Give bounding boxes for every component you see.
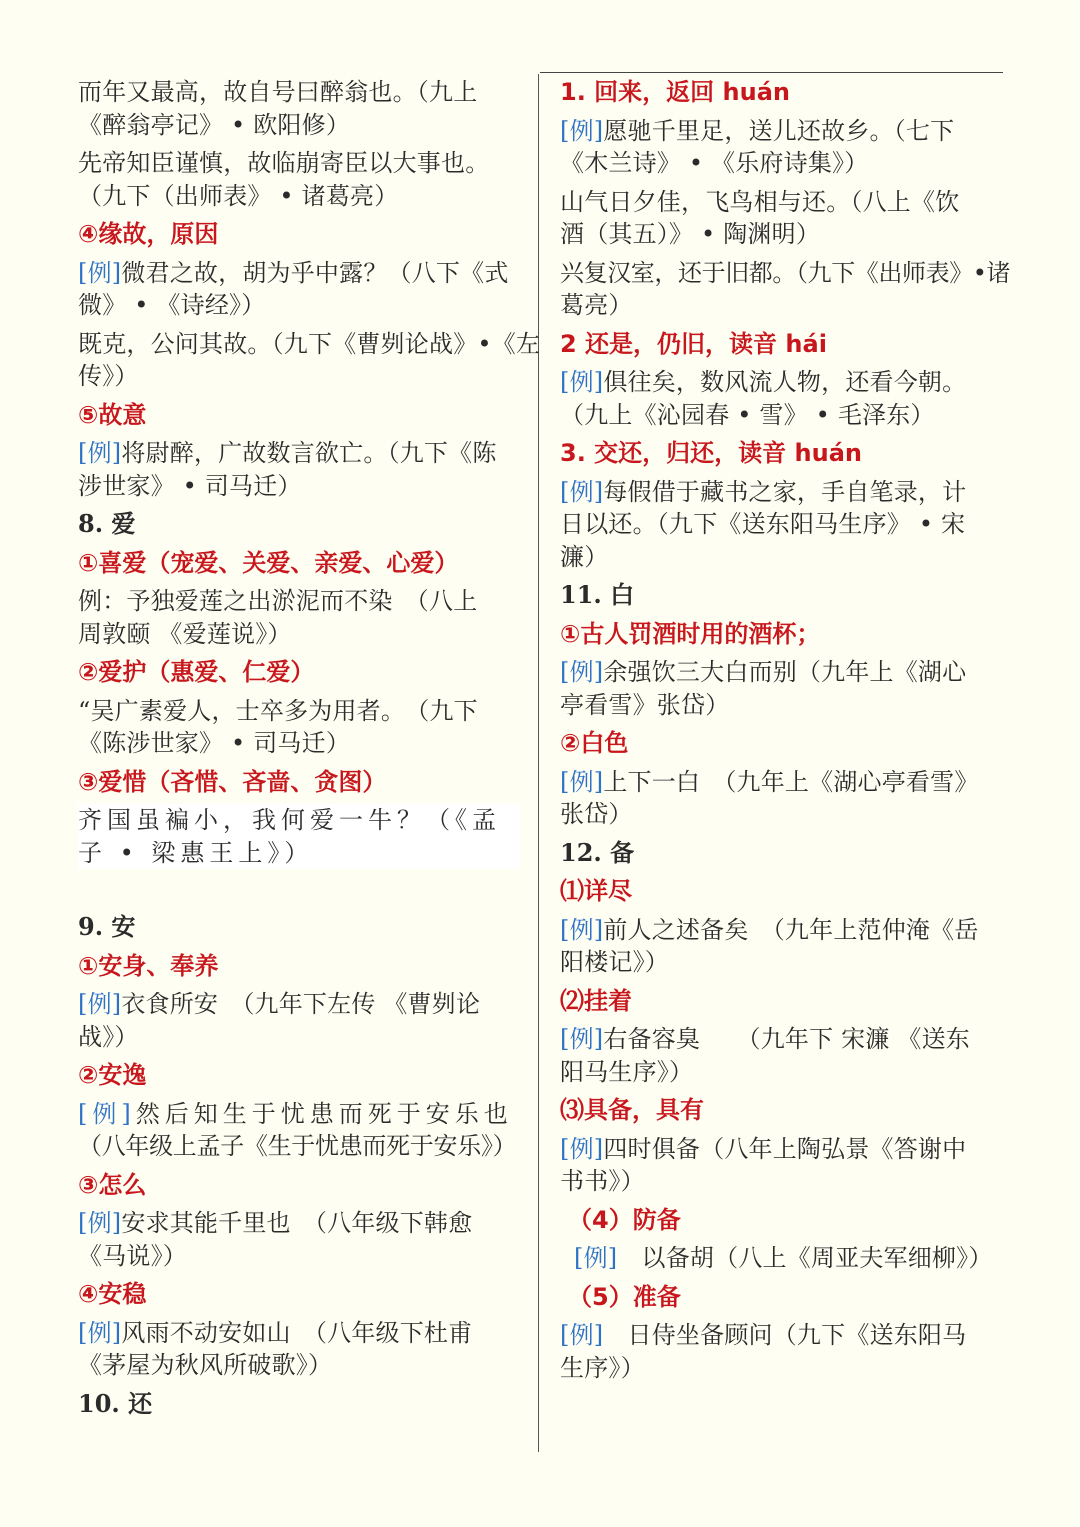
example-entry (78, 804, 520, 869)
sense-heading: ⑶具备，具有 (560, 1096, 704, 1124)
example-tag: [例] (560, 658, 604, 686)
sense-heading: ⑤故意 (78, 400, 147, 429)
example-source: 传》） (78, 362, 139, 390)
sense-heading: ②爱护（惠爱、仁爱） (78, 658, 315, 686)
example-entry (78, 988, 523, 1053)
example-source: 《醉翁亭记》 • 欧阳修） (78, 110, 351, 139)
example-source: 日以还。（九下《送东阳马生序》 • 宋 (560, 510, 966, 538)
example-source: 亭看雪》张岱） (560, 690, 730, 719)
example-text: 微君之故，胡为乎中露？（八下《式 (121, 258, 509, 287)
example-text: 日侍坐备顾问（九下《送东阳马 (603, 1321, 967, 1349)
example-tag: [例] (78, 258, 122, 287)
sense-heading: ④安稳 (78, 1280, 147, 1308)
example-entry (78, 76, 523, 141)
example-source: 张岱） (560, 800, 633, 828)
right-column (560, 76, 1011, 1390)
example-entry (560, 1023, 1005, 1088)
example-tag: [例] (560, 116, 604, 145)
example-source: 葛亮） (560, 291, 633, 319)
sense-heading: ①安身、奉养 (78, 951, 219, 980)
example-tag: [例] (560, 368, 604, 396)
sense-heading: （5）准备 (568, 1282, 681, 1311)
example-tag: [例] (78, 990, 122, 1018)
example-text: 山气日夕佳，飞鸟相与还。（八上《饮 (560, 187, 960, 216)
example-entry (560, 1242, 1005, 1275)
example-text: 风雨不动安如山 （八年级下杜甫 (121, 1318, 473, 1347)
example-source: 濂） (560, 542, 609, 571)
sense-heading: ④缘故，原因 (78, 220, 219, 248)
sense-heading: ②安逸 (78, 1061, 147, 1089)
example-source: （九下（出师表》 • 诸葛亮） (78, 181, 399, 210)
entry-heading: 8. 爱 (78, 509, 136, 538)
example-tag: [例] (560, 1025, 604, 1053)
example-entry (78, 328, 541, 393)
example-tag: [例] (574, 1244, 618, 1272)
example-source: 《木兰诗》 • 《乐府诗集》） (560, 149, 869, 177)
example-source: 酒（其五）》 • 陶渊明） (560, 220, 821, 248)
sense-heading: ⑵挂着 (560, 986, 632, 1015)
example-text: 俱往矣，数风流人物，还看今朝。 (603, 368, 967, 396)
example-tag: [例] (78, 1318, 122, 1347)
example-entry (78, 1317, 523, 1382)
example-tag: [例] (560, 477, 604, 506)
example-entry (78, 695, 523, 760)
example-text: 兴复汉室，还于旧都。（九下《出师表》•诸 (560, 258, 1011, 287)
example-text: 既克，公问其故。（九下《曹刿论战》•《左 (78, 329, 541, 358)
example-text: “吴广素爱人，士卒多为用者。 （九下 (78, 696, 478, 725)
example-text: 前人之述备矣 （九年上范仲淹《岳 (603, 915, 979, 944)
example-text: 四时俱备（八年上陶弘景《答谢中 (603, 1134, 967, 1163)
sense-heading: ①古人罚酒时用的酒杯； (560, 619, 821, 648)
example-source: 战》） (78, 1022, 139, 1051)
blank-space (78, 875, 523, 911)
example-text: 而年又最高，故自号曰醉翁也。（九上 (78, 78, 478, 106)
example-text: 以备胡（八上《周亚夫军细柳》） (617, 1244, 993, 1272)
example-text: 安求其能千里也 （八年级下韩愈 (121, 1209, 473, 1237)
example-entry (560, 257, 1011, 322)
example-source: 涉世家》 • 司马迁） (78, 471, 302, 500)
example-source: 子 • 梁惠王上》） (78, 838, 314, 867)
example-entry (78, 1098, 523, 1163)
example-entry (78, 257, 523, 322)
example-entry (560, 1319, 1005, 1384)
example-entry (560, 115, 1005, 180)
example-tag: [例] (560, 915, 604, 944)
left-column (78, 76, 541, 1426)
example-text: 将尉醉，广故数言欲亡。（九下《陈 (121, 439, 497, 467)
sense-heading: ②白色 (560, 729, 629, 757)
example-entry (560, 914, 1005, 979)
example-source: 阳马生序》） (560, 1057, 694, 1086)
example-entry (78, 147, 523, 212)
sense-heading: ③爱惜（吝惜、吝啬、贪图） (78, 767, 387, 796)
sense-heading: 3. 交还，归还，读音 huán (560, 439, 862, 467)
example-text: 每假借于藏书之家，手自笔录，计 (603, 477, 967, 506)
top-rule (540, 72, 1003, 73)
sense-heading: 1. 回来，返回 huán (560, 78, 790, 106)
example-source: 生序》） (560, 1353, 645, 1382)
example-text: 愿驰千里足，送儿还故乡。（七下 (603, 116, 955, 145)
entry-heading: 12. 备 (560, 837, 635, 867)
example-tag: [例] (560, 1321, 604, 1349)
example-entry (78, 437, 523, 502)
entry-heading: 10. 还 (78, 1388, 153, 1418)
sense-heading: 2 还是，仍旧，读音 hái (560, 329, 827, 358)
example-text: 先帝知臣谨慎，故临崩寄臣以大事也。 (78, 149, 490, 177)
column-divider (538, 74, 539, 1452)
example-entry (560, 766, 1005, 831)
example-source: （八年级上孟子《生于忧患而死于安乐》） (78, 1132, 517, 1160)
example-tag: [例] (78, 1209, 122, 1237)
example-text: 余强饮三大白而别（九年上《湖心 (603, 658, 967, 686)
sense-heading: ③怎么 (78, 1170, 147, 1199)
example-text: 衣食所安 （九年下左传 《曹刿论 (121, 990, 481, 1018)
example-source: 《陈涉世家》 • 司马迁） (78, 729, 351, 757)
example-entry (560, 366, 1005, 431)
example-entry (560, 1133, 1005, 1198)
example-text: 齐国虽褊小，我何爱一牛？（《孟 (78, 806, 501, 834)
entry-heading: 9. 安 (78, 912, 136, 941)
example-tag: [例] (560, 1134, 604, 1163)
example-tag: [例] (78, 439, 122, 467)
example-entry (78, 1207, 523, 1272)
example-entry (560, 186, 1005, 251)
example-tag: [例] (78, 1099, 136, 1128)
example-tag: [例] (560, 767, 604, 796)
example-source: 微》 • 《诗经》） (78, 291, 266, 319)
example-entry (78, 585, 523, 650)
example-source: （九上《沁园春 • 雪》 • 毛泽东） (560, 400, 935, 429)
example-source: 周敦颐 《爱莲说》） (78, 619, 292, 648)
example-source: 阳楼记》） (560, 948, 669, 976)
example-text: 然后知生于忧患而死于安乐也 (135, 1099, 513, 1128)
entry-heading: 11. 白 (560, 580, 635, 609)
example-entry (560, 656, 1005, 721)
example-text: 上下一白 （九年上《湖心亭看雪》 (603, 767, 979, 796)
example-text: 例：予独爱莲之出淤泥而不染 （八上 (78, 587, 478, 615)
example-text: 右备容臭 （九年下 宋濂 《送东 (603, 1025, 970, 1053)
example-source: 书书》） (560, 1167, 645, 1195)
example-source: 《马说》） (78, 1241, 187, 1270)
example-source: 《茅屋为秋风所破歌》） (78, 1351, 333, 1379)
sense-heading: ⑴详尽 (560, 877, 632, 905)
sense-heading: ①喜爱（宠爱、关爱、亲爱、心爱） (78, 548, 459, 577)
example-entry (560, 476, 1005, 574)
sense-heading: （4）防备 (568, 1205, 681, 1234)
